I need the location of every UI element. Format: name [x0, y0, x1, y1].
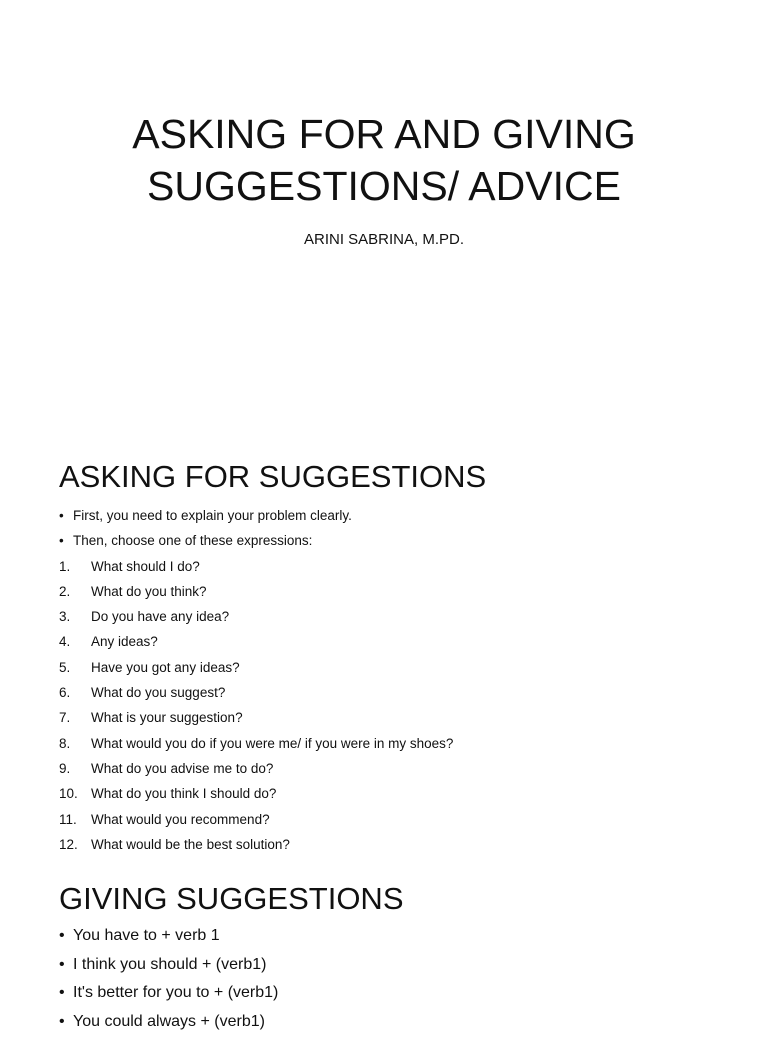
- bullet-item: [59, 951, 278, 980]
- bullet-text: First, you need to explain your problem clearly.: [73, 508, 352, 523]
- expression-item: [59, 554, 453, 579]
- expression-item: [59, 655, 453, 680]
- title-slide: [0, 0, 768, 430]
- expression-text: What would you recommend?: [91, 811, 270, 827]
- expression-text: Do you have any idea?: [91, 609, 230, 625]
- expression-text: What do you suggest?: [91, 685, 226, 701]
- bullet-text: I think you should + (verb1): [73, 955, 267, 973]
- giving-suggestions-slide: [0, 860, 768, 1031]
- item-number: 11.: [59, 811, 77, 827]
- asking-bullet-list: [59, 503, 352, 554]
- title-line-2: SUGGESTIONS/ ADVICE: [147, 163, 621, 209]
- title-line-1: ASKING FOR AND GIVING: [132, 111, 636, 157]
- expression-text: What is your suggestion?: [91, 710, 243, 726]
- item-number: 12.: [59, 836, 78, 852]
- bullet-dot-icon: •: [59, 927, 65, 944]
- expression-text: What do you advise me to do?: [91, 760, 274, 776]
- expression-item: [59, 756, 453, 781]
- giving-bullet-list: [59, 922, 278, 1037]
- asking-heading: ASKING FOR SUGGESTIONS: [59, 459, 487, 494]
- bullet-dot-icon: •: [59, 1013, 65, 1031]
- expression-item: [59, 680, 453, 705]
- expression-text: What should I do?: [91, 558, 200, 574]
- expression-text: What would be the best solution?: [91, 836, 290, 852]
- expression-item: [59, 629, 453, 654]
- item-number: 1.: [59, 558, 71, 574]
- expression-text: Have you got any ideas?: [91, 659, 240, 675]
- expression-text: What would you do if you were me/ if you were in my shoes?: [91, 735, 454, 751]
- bullet-dot-icon: •: [59, 508, 64, 523]
- giving-heading: GIVING SUGGESTIONS: [59, 881, 404, 916]
- author-name: ARINI SABRINA, M.PD.: [303, 231, 465, 248]
- expression-item: [59, 781, 453, 806]
- item-number: 7.: [59, 710, 71, 726]
- item-number: 9.: [59, 760, 71, 776]
- item-number: 8.: [59, 735, 71, 751]
- item-number: 2.: [59, 583, 71, 599]
- bullet-item: [59, 922, 278, 951]
- expression-item: [59, 731, 453, 756]
- bullet-text: You could always + (verb1): [73, 1013, 265, 1031]
- item-number: 3.: [59, 609, 71, 625]
- item-number: 5.: [59, 659, 71, 675]
- bullet-item: [59, 503, 352, 528]
- bullet-text: You have to + verb 1: [73, 927, 220, 944]
- item-number: 10.: [59, 786, 78, 802]
- bullet-text: It's better for you to + (verb1): [73, 984, 279, 1002]
- expression-item: [59, 705, 453, 730]
- bullet-item: [59, 528, 352, 553]
- bullet-text: Then, choose one of these expressions:: [73, 533, 313, 549]
- item-number: 4.: [59, 634, 71, 650]
- bullet-item: [59, 1008, 278, 1037]
- expression-item: [59, 807, 453, 832]
- bullet-dot-icon: •: [59, 955, 65, 973]
- expression-item: [59, 579, 453, 604]
- expression-item: [59, 604, 453, 629]
- bullet-dot-icon: •: [59, 533, 64, 549]
- bullet-item: [59, 979, 278, 1008]
- expressions-list: [59, 554, 453, 858]
- expression-text: Any ideas?: [91, 634, 158, 650]
- bullet-dot-icon: •: [59, 984, 65, 1002]
- expression-item: [59, 832, 453, 857]
- item-number: 6.: [59, 685, 71, 701]
- presentation-title: [0, 108, 768, 212]
- asking-suggestions-slide: [0, 430, 768, 860]
- expression-text: What do you think I should do?: [91, 786, 277, 802]
- expression-text: What do you think?: [91, 583, 207, 599]
